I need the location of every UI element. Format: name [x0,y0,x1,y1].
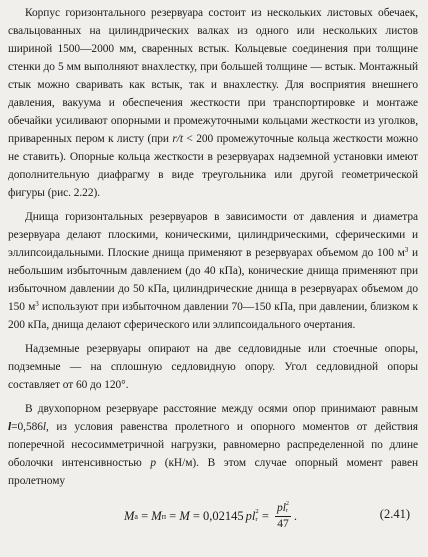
formula-symbol: l [251,508,256,523]
text-segment: Днища горизонтальных резервуаров в зависимости от давления и диаметра резервуара делают плоскими, коническими, цилиндрическими, сферическими и эллипсоидальными. Плоские днища применяют в резервуарах объемом до 100 м [8,211,418,259]
paragraph-bottoms [8,208,418,334]
formula-symbol: M [179,508,190,523]
numerator-text: pl [277,501,286,514]
formula-superscript: 2 [286,500,289,507]
fraction-denominator: 47 [277,517,289,530]
formula-symbol: M [124,508,135,523]
formula-period: . [293,508,298,523]
variable-l: l [42,421,47,433]
variable-p: p [150,457,157,469]
formula-subscript: r [286,507,288,514]
text-segment: < 200 промежуточные кольца жесткости можно не ставить). Опорные кольца жесткости в резервуарах надземной установки имеют дополнительную диафрагму в виде треугольника или другой геометрической фигуры (рис. 2.22). [8,133,418,199]
formula-symbol: M [151,508,162,523]
text-segment: , из условия равенства пролетного и опорного моментов от действия поперечной несосимметричной нагрузки, равномерно распределенной по длине оболочки интенсивностью [8,421,418,469]
formula-subscript: a [134,511,138,521]
text-segment: Надземные резервуары опирают на две седловидные или стоечные опоры, подземные — на сплошную седловидную опору. Угол седловидной опоры составляет от 60 до 120°. [8,343,418,391]
text-segment: В двухопорном резервуаре расстояние между осями опор принимают равным [25,403,418,415]
text-segment: используют при избыточном давлении 70—150 кПа, при давлении, близком к 200 кПа, днища делают сферического или эллипсоидального очертания. [8,301,418,331]
formula-equals: = [258,508,273,523]
formula-number: (2.41) [379,507,410,521]
paragraph-two-support [8,400,418,490]
formula-2-41 [8,496,418,536]
text-segment: =0,586 [11,421,43,433]
ratio-symbol: r/t [172,133,183,145]
formula-equals: = [166,508,180,523]
text-segment: Корпус горизонтального резервуара состоит из нескольких листовых обечаек, свальцованных на цилиндрических валках из одного или нескольких листов шириной 1500—2000 мм, сваренных встык. Кольцевые соединения при толщине стенки до 5 мм выполняют внахлестку, при большей толщине — встык. Монтажный стык можно сваривать как встык, так и внахлестку. Для восприятия внешнего давления, вакуума и обеспечения жесткости при транспортировке и монтаже обечайки усиливают опорными и промежуточными кольцами жесткости из уголков, приваренных пером к листу (при [8,7,418,145]
formula-body [124,496,297,536]
formula-equals: = [189,508,204,523]
formula-symbol: p [245,508,252,523]
paragraph-shell-structure [8,4,418,202]
formula-coefficient: 0,02145 [203,508,244,523]
paragraph-supports [8,340,418,394]
formula-subscript: п [161,511,166,521]
superscript: 3 [404,246,409,254]
variable-l: l [8,421,12,433]
formula-equals: = [137,508,152,523]
text-segment: (кН/м). В этом случае опорный момент равен пролетному [8,457,418,487]
text-segment: и небольшим избыточным давлением (до 40 кПа), конические днища применяют при избыточном давлении до 50 кПа, цилиндрические днища в резервуарах объемом до 150 м [8,247,418,313]
formula-fraction [275,501,291,532]
formula-superscript: 2 [255,508,259,515]
fraction-numerator [275,501,291,517]
superscript: 3 [35,300,39,308]
formula-subscript: r [255,516,258,523]
